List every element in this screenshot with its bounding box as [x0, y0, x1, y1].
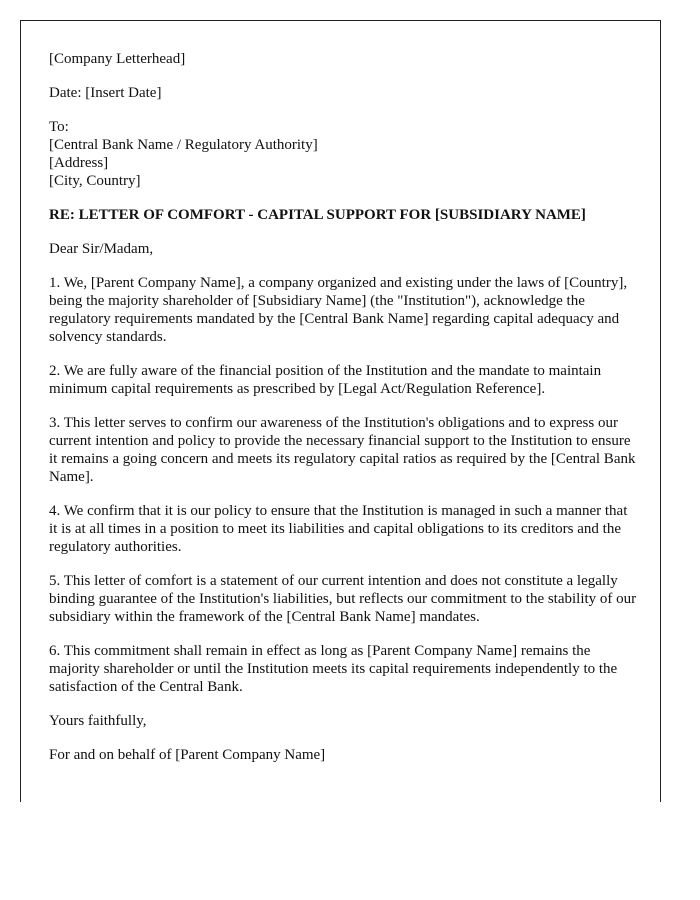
subject-line: RE: LETTER OF COMFORT - CAPITAL SUPPORT FOR [SUBSIDIARY NAME]: [49, 207, 586, 223]
letter-date: Date: [Insert Date]: [49, 85, 162, 101]
letter-body: [49, 50, 639, 764]
paragraph-4: 4. We confirm that it is our policy to ensure that the Institution is managed in such a manner that it is at all times in a position to meet its liabilities and capital obligations to its creditors and the regulatory authorities.: [49, 503, 628, 555]
paragraph-1: 1. We, [Parent Company Name], a company organized and existing under the laws of [Country], being the majority shareholder of [Subsidiary Name] (the "Institution"), acknowledge the regulatory requirements mandated by the [Central Bank Name] regarding capital adequacy and solvency standards.: [49, 275, 628, 345]
paragraph-6: 6. This commitment shall remain in effect as long as [Parent Company Name] remains the majority shareholder or until the Institution meets its capital requirements independently to the satisfaction of the Central Bank.: [49, 643, 618, 695]
paragraph-2: 2. We are fully aware of the financial position of the Institution and the mandate to maintain minimum capital requirements as prescribed by [Legal Act/Regulation Reference].: [49, 363, 602, 397]
signoff: For and on behalf of [Parent Company Name]: [49, 747, 326, 763]
recipient-address: [Address]: [49, 155, 109, 171]
recipient-city-country: [City, Country]: [49, 173, 141, 189]
salutation: Dear Sir/Madam,: [49, 241, 154, 257]
letterhead: [Company Letterhead]: [49, 51, 186, 67]
closing: Yours faithfully,: [49, 713, 147, 729]
recipient-block: [49, 118, 639, 190]
recipient-name: [Central Bank Name / Regulatory Authority]: [49, 137, 318, 153]
paragraph-5: 5. This letter of comfort is a statement of our current intention and does not constitute a legally binding guarantee of the Institution's liabilities, but reflects our commitment to the stability of our subsidiary within the framework of the [Central Bank Name] mandates.: [49, 573, 637, 625]
paragraph-3: 3. This letter serves to confirm our awareness of the Institution's obligations and to express our current intention and policy to provide the necessary financial support to the Institution to ensure it remains a going concern and meets its regulatory capital ratios as required by the [Central Bank Name].: [49, 415, 636, 485]
letter-page: [20, 20, 661, 802]
to-label: To:: [49, 119, 69, 135]
